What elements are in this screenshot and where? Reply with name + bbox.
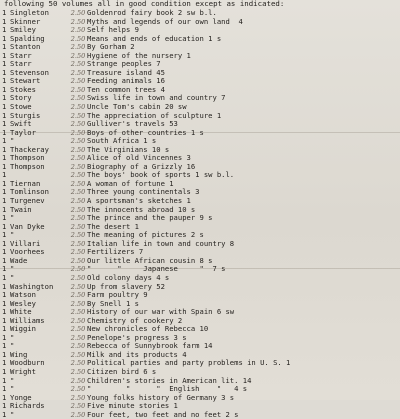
- quantity: 1: [2, 332, 7, 342]
- handwritten-price: 2.50: [70, 231, 86, 240]
- handwritten-price: 2.50: [70, 359, 86, 368]
- author-name: Starr: [10, 59, 32, 69]
- handwritten-price: 2.50: [70, 282, 86, 291]
- book-list: [0, 9, 400, 419]
- quantity: 1: [2, 281, 7, 291]
- author-name: Stowe: [10, 102, 32, 112]
- book-title: Young folks history of Germany 3 s: [87, 392, 235, 402]
- book-row: [0, 291, 400, 300]
- quantity: 1: [2, 170, 7, 180]
- quantity: 1: [2, 59, 7, 69]
- quantity: 1: [2, 84, 7, 94]
- author-name: Wing: [10, 349, 28, 359]
- author-name: ": [10, 213, 15, 223]
- author-name: White: [10, 307, 32, 317]
- handwritten-price: 2.50: [70, 26, 86, 35]
- author-name: ": [10, 384, 15, 394]
- author-name: Tiernan: [10, 178, 41, 188]
- author-name: Wiggin: [10, 324, 36, 334]
- quantity: 1: [2, 324, 7, 334]
- handwritten-price: 2.50: [70, 120, 86, 129]
- quantity: 1: [2, 42, 7, 52]
- book-title: The prince and the pauper 9 s: [87, 213, 213, 223]
- handwritten-price: 2.50: [70, 214, 86, 223]
- author-name: Starr: [10, 50, 32, 60]
- handwritten-price: 2.50: [70, 248, 86, 257]
- author-name: Williams: [10, 315, 45, 325]
- book-row: [0, 137, 400, 146]
- handwritten-price: 2.50: [70, 350, 86, 359]
- handwritten-price: 2.50: [70, 85, 86, 94]
- handwritten-price: 2.50: [70, 265, 86, 274]
- author-name: Stewart: [10, 76, 41, 86]
- book-title: Children's stories in American lit. 14: [87, 375, 252, 385]
- quantity: 1: [2, 119, 7, 129]
- book-title: Political parties and party problems in U. S. 1: [87, 358, 291, 368]
- book-title: Rebecca of Sunnybrook farm 14: [87, 341, 213, 351]
- quantity: 1: [2, 213, 7, 223]
- author-name: Stanton: [10, 42, 41, 52]
- quantity: 1: [2, 247, 7, 257]
- book-title: Milk and its products 4: [87, 349, 187, 359]
- book-title: Old colony days 4 s: [87, 272, 170, 282]
- quantity: 1: [2, 8, 7, 17]
- quantity: 1: [2, 341, 7, 351]
- book-row: [0, 265, 400, 274]
- book-title: By Gorham 2: [87, 42, 135, 52]
- book-row: [0, 283, 400, 292]
- book-row: [0, 77, 400, 86]
- handwritten-price: 2.50: [70, 316, 86, 325]
- book-title: Gulliver's travels 53: [87, 119, 178, 129]
- handwritten-price: 2.50: [70, 402, 86, 411]
- quantity: 1: [2, 187, 7, 197]
- handwritten-price: 2.50: [70, 376, 86, 385]
- book-row: [0, 60, 400, 69]
- quantity: 1: [2, 16, 7, 26]
- book-row: [0, 325, 400, 334]
- quantity: 1: [2, 93, 7, 103]
- book-title: " " " English " 4 s: [87, 384, 248, 394]
- author-name: Thompson: [10, 161, 45, 171]
- author-name: ": [10, 230, 15, 240]
- handwritten-price: 2.50: [70, 68, 86, 77]
- author-name: Taylor: [10, 127, 36, 137]
- handwritten-price: 2.50: [70, 154, 86, 163]
- quantity: 1: [2, 375, 7, 385]
- handwritten-price: 2.50: [70, 171, 86, 180]
- quantity: 1: [2, 238, 7, 248]
- author-name: Wade: [10, 255, 28, 265]
- author-name: Wesley: [10, 298, 36, 308]
- book-row: [0, 188, 400, 197]
- quantity: 1: [2, 76, 7, 86]
- book-title: A sportsman's sketches 1: [87, 196, 191, 206]
- quantity: 1: [2, 178, 7, 188]
- book-title: Penelope's progress 3 s: [87, 332, 187, 342]
- author-name: Voorhees: [10, 247, 45, 257]
- author-name: ": [10, 264, 15, 274]
- quantity: 1: [2, 272, 7, 282]
- book-row: [0, 394, 400, 403]
- book-title: Farm poultry 9: [87, 290, 148, 300]
- handwritten-price: 2.50: [70, 308, 86, 317]
- author-name: ": [10, 341, 15, 351]
- book-title: Our little African cousin 8 s: [87, 255, 213, 265]
- author-name: Swift: [10, 119, 32, 129]
- handwritten-price: 2.50: [70, 179, 86, 188]
- author-name: Twain: [10, 204, 32, 214]
- book-row: [0, 240, 400, 249]
- book-title: " " Japanese " 7 s: [87, 264, 226, 274]
- quantity: 1: [2, 298, 7, 308]
- quantity: 1: [2, 264, 7, 274]
- author-name: Turgenev: [10, 196, 45, 206]
- handwritten-price: 2.50: [70, 291, 86, 300]
- handwritten-price: 2.50: [70, 299, 86, 308]
- book-title: Means and ends of education 1 s: [87, 33, 222, 43]
- book-title: Feeding animals 16: [87, 76, 165, 86]
- author-name: Van Dyke: [10, 221, 45, 231]
- book-title: Biography of a Grizzly 16: [87, 161, 196, 171]
- quantity: 1: [2, 290, 7, 300]
- book-title: Self helps 9: [87, 25, 139, 35]
- handwritten-price: 2.50: [70, 94, 86, 103]
- book-row: [0, 129, 400, 138]
- author-name: Yonge: [10, 392, 32, 402]
- handwritten-price: 2.50: [70, 188, 86, 197]
- quantity: 1: [2, 204, 7, 214]
- book-title: The appreciation of sculpture 1: [87, 110, 222, 120]
- quantity: 1: [2, 384, 7, 394]
- book-title: Three young continentals 3: [87, 187, 200, 197]
- quantity: 1: [2, 230, 7, 240]
- book-title: Four feet, two feet and no feet 2 s: [87, 409, 239, 419]
- book-title: Uncle Tom's cabin 20 sw: [87, 102, 187, 112]
- book-title: Goldenrod fairy book 2 sw b.l.: [87, 8, 217, 17]
- handwritten-price: 2.50: [70, 43, 86, 52]
- book-title: The innocents abroad 10 s: [87, 204, 196, 214]
- author-name: ": [10, 332, 15, 342]
- quantity: 1: [2, 401, 7, 411]
- quantity: 1: [2, 409, 7, 419]
- quantity: 1: [2, 196, 7, 206]
- book-title: Alice of old Vincennes 3: [87, 153, 191, 163]
- author-name: Stokes: [10, 84, 36, 94]
- book-title: Up from slavery 52: [87, 281, 165, 291]
- book-row: [0, 52, 400, 61]
- quantity: 1: [2, 221, 7, 231]
- handwritten-price: 2.50: [70, 342, 86, 351]
- author-name: Tomlinson: [10, 187, 49, 197]
- book-row: [0, 197, 400, 206]
- book-title: New chronicles of Rebecca 10: [87, 324, 209, 334]
- quantity: 1: [2, 315, 7, 325]
- author-name: Thompson: [10, 153, 45, 163]
- handwritten-price: 2.50: [70, 333, 86, 342]
- book-title: Citizen bird 6 s: [87, 366, 157, 376]
- book-row: [0, 180, 400, 189]
- book-row: [0, 171, 400, 180]
- handwritten-price: 2.50: [70, 222, 86, 231]
- author-name: Thackeray: [10, 144, 49, 154]
- book-row: [0, 112, 400, 121]
- book-row: [0, 18, 400, 27]
- handwritten-price: 2.50: [70, 51, 86, 60]
- book-title: Swiss life in town and country 7: [87, 93, 226, 103]
- handwritten-price: 2.50: [70, 9, 86, 17]
- quantity: 1: [2, 392, 7, 402]
- book-title: Five minute stories 1: [87, 401, 178, 411]
- book-title: Myths and legends of our own land 4: [87, 16, 243, 26]
- handwritten-price: 2.50: [70, 137, 86, 146]
- quantity: 1: [2, 25, 7, 35]
- book-row: [0, 94, 400, 103]
- handwritten-price: 2.50: [70, 393, 86, 402]
- handwritten-price: 2.50: [70, 367, 86, 376]
- handwritten-price: 2.50: [70, 128, 86, 137]
- author-name: ": [10, 136, 15, 146]
- author-name: Spalding: [10, 33, 45, 43]
- handwritten-price: 2.50: [70, 239, 86, 248]
- book-title: South Africa 1 s: [87, 136, 157, 146]
- author-name: Stevenson: [10, 67, 49, 77]
- quantity: 1: [2, 349, 7, 359]
- book-row: [0, 342, 400, 351]
- handwritten-price: 2.50: [70, 145, 86, 154]
- handwritten-price: 2.50: [70, 410, 86, 419]
- author-name: ": [10, 272, 15, 282]
- handwritten-price: 2.50: [70, 385, 86, 394]
- author-name: Wright: [10, 366, 36, 376]
- author-name: Villari: [10, 238, 41, 248]
- book-title: Treasure island 45: [87, 67, 165, 77]
- list-header: following 50 volumes all in good condition except as indicated:: [4, 0, 285, 8]
- quantity: 1: [2, 255, 7, 265]
- book-title: By Snell 1 s: [87, 298, 139, 308]
- book-title: A woman of fortune 1: [87, 178, 174, 188]
- quantity: 1: [2, 102, 7, 112]
- handwritten-price: 2.50: [70, 162, 86, 171]
- book-title: The Virginians 10 s: [87, 144, 170, 154]
- author-name: ": [10, 375, 15, 385]
- book-title: Boys of other countries 1 s: [87, 127, 204, 137]
- author-name: Smiley: [10, 25, 36, 35]
- quantity: 1: [2, 67, 7, 77]
- handwritten-price: 2.50: [70, 103, 86, 112]
- book-title: Chemistry of cookery 2: [87, 315, 183, 325]
- author-name: Sturgis: [10, 110, 41, 120]
- book-row: [0, 411, 400, 419]
- handwritten-price: 2.50: [70, 205, 86, 214]
- author-name: Washington: [10, 281, 54, 291]
- author-name: Skinner: [10, 16, 41, 26]
- book-title: Fertilizers 7: [87, 247, 144, 257]
- quantity: 1: [2, 153, 7, 163]
- author-name: ": [10, 409, 15, 419]
- book-title: The boys' book of sports 1 sw b.l.: [87, 170, 235, 180]
- handwritten-price: 2.50: [70, 77, 86, 86]
- book-row: [0, 69, 400, 78]
- book-row: [0, 274, 400, 283]
- handwritten-price: 2.50: [70, 197, 86, 206]
- book-row: [0, 43, 400, 52]
- book-row: [0, 214, 400, 223]
- author-name: Woodburn: [10, 358, 45, 368]
- quantity: 1: [2, 136, 7, 146]
- book-row: [0, 35, 400, 44]
- quantity: 1: [2, 127, 7, 137]
- handwritten-price: 2.50: [70, 256, 86, 265]
- book-title: The meaning of pictures 2 s: [87, 230, 204, 240]
- handwritten-price: 2.50: [70, 111, 86, 120]
- book-title: Ten common trees 4: [87, 84, 165, 94]
- book-row: [0, 359, 400, 368]
- handwritten-price: 2.50: [70, 34, 86, 43]
- quantity: 1: [2, 144, 7, 154]
- book-title: History of our war with Spain 6 sw: [87, 307, 235, 317]
- handwritten-price: 2.50: [70, 17, 86, 26]
- book-row: [0, 146, 400, 155]
- handwritten-price: 2.50: [70, 60, 86, 69]
- quantity: 1: [2, 33, 7, 43]
- author-name: Watson: [10, 290, 36, 300]
- quantity: 1: [2, 366, 7, 376]
- book-title: Hygiene of the nursery 1: [87, 50, 191, 60]
- quantity: 1: [2, 358, 7, 368]
- author-name: Singleton: [10, 8, 49, 17]
- quantity: 1: [2, 307, 7, 317]
- book-row: [0, 154, 400, 163]
- book-row: [0, 308, 400, 317]
- handwritten-price: 2.50: [70, 325, 86, 334]
- author-name: Story: [10, 93, 32, 103]
- book-title: Strange peoples 7: [87, 59, 161, 69]
- handwritten-price: 2.50: [70, 273, 86, 282]
- book-title: The desert 1: [87, 221, 139, 231]
- book-title: Italian life in town and country 8: [87, 238, 235, 248]
- quantity: 1: [2, 110, 7, 120]
- quantity: 1: [2, 161, 7, 171]
- quantity: 1: [2, 50, 7, 60]
- author-name: Richards: [10, 401, 45, 411]
